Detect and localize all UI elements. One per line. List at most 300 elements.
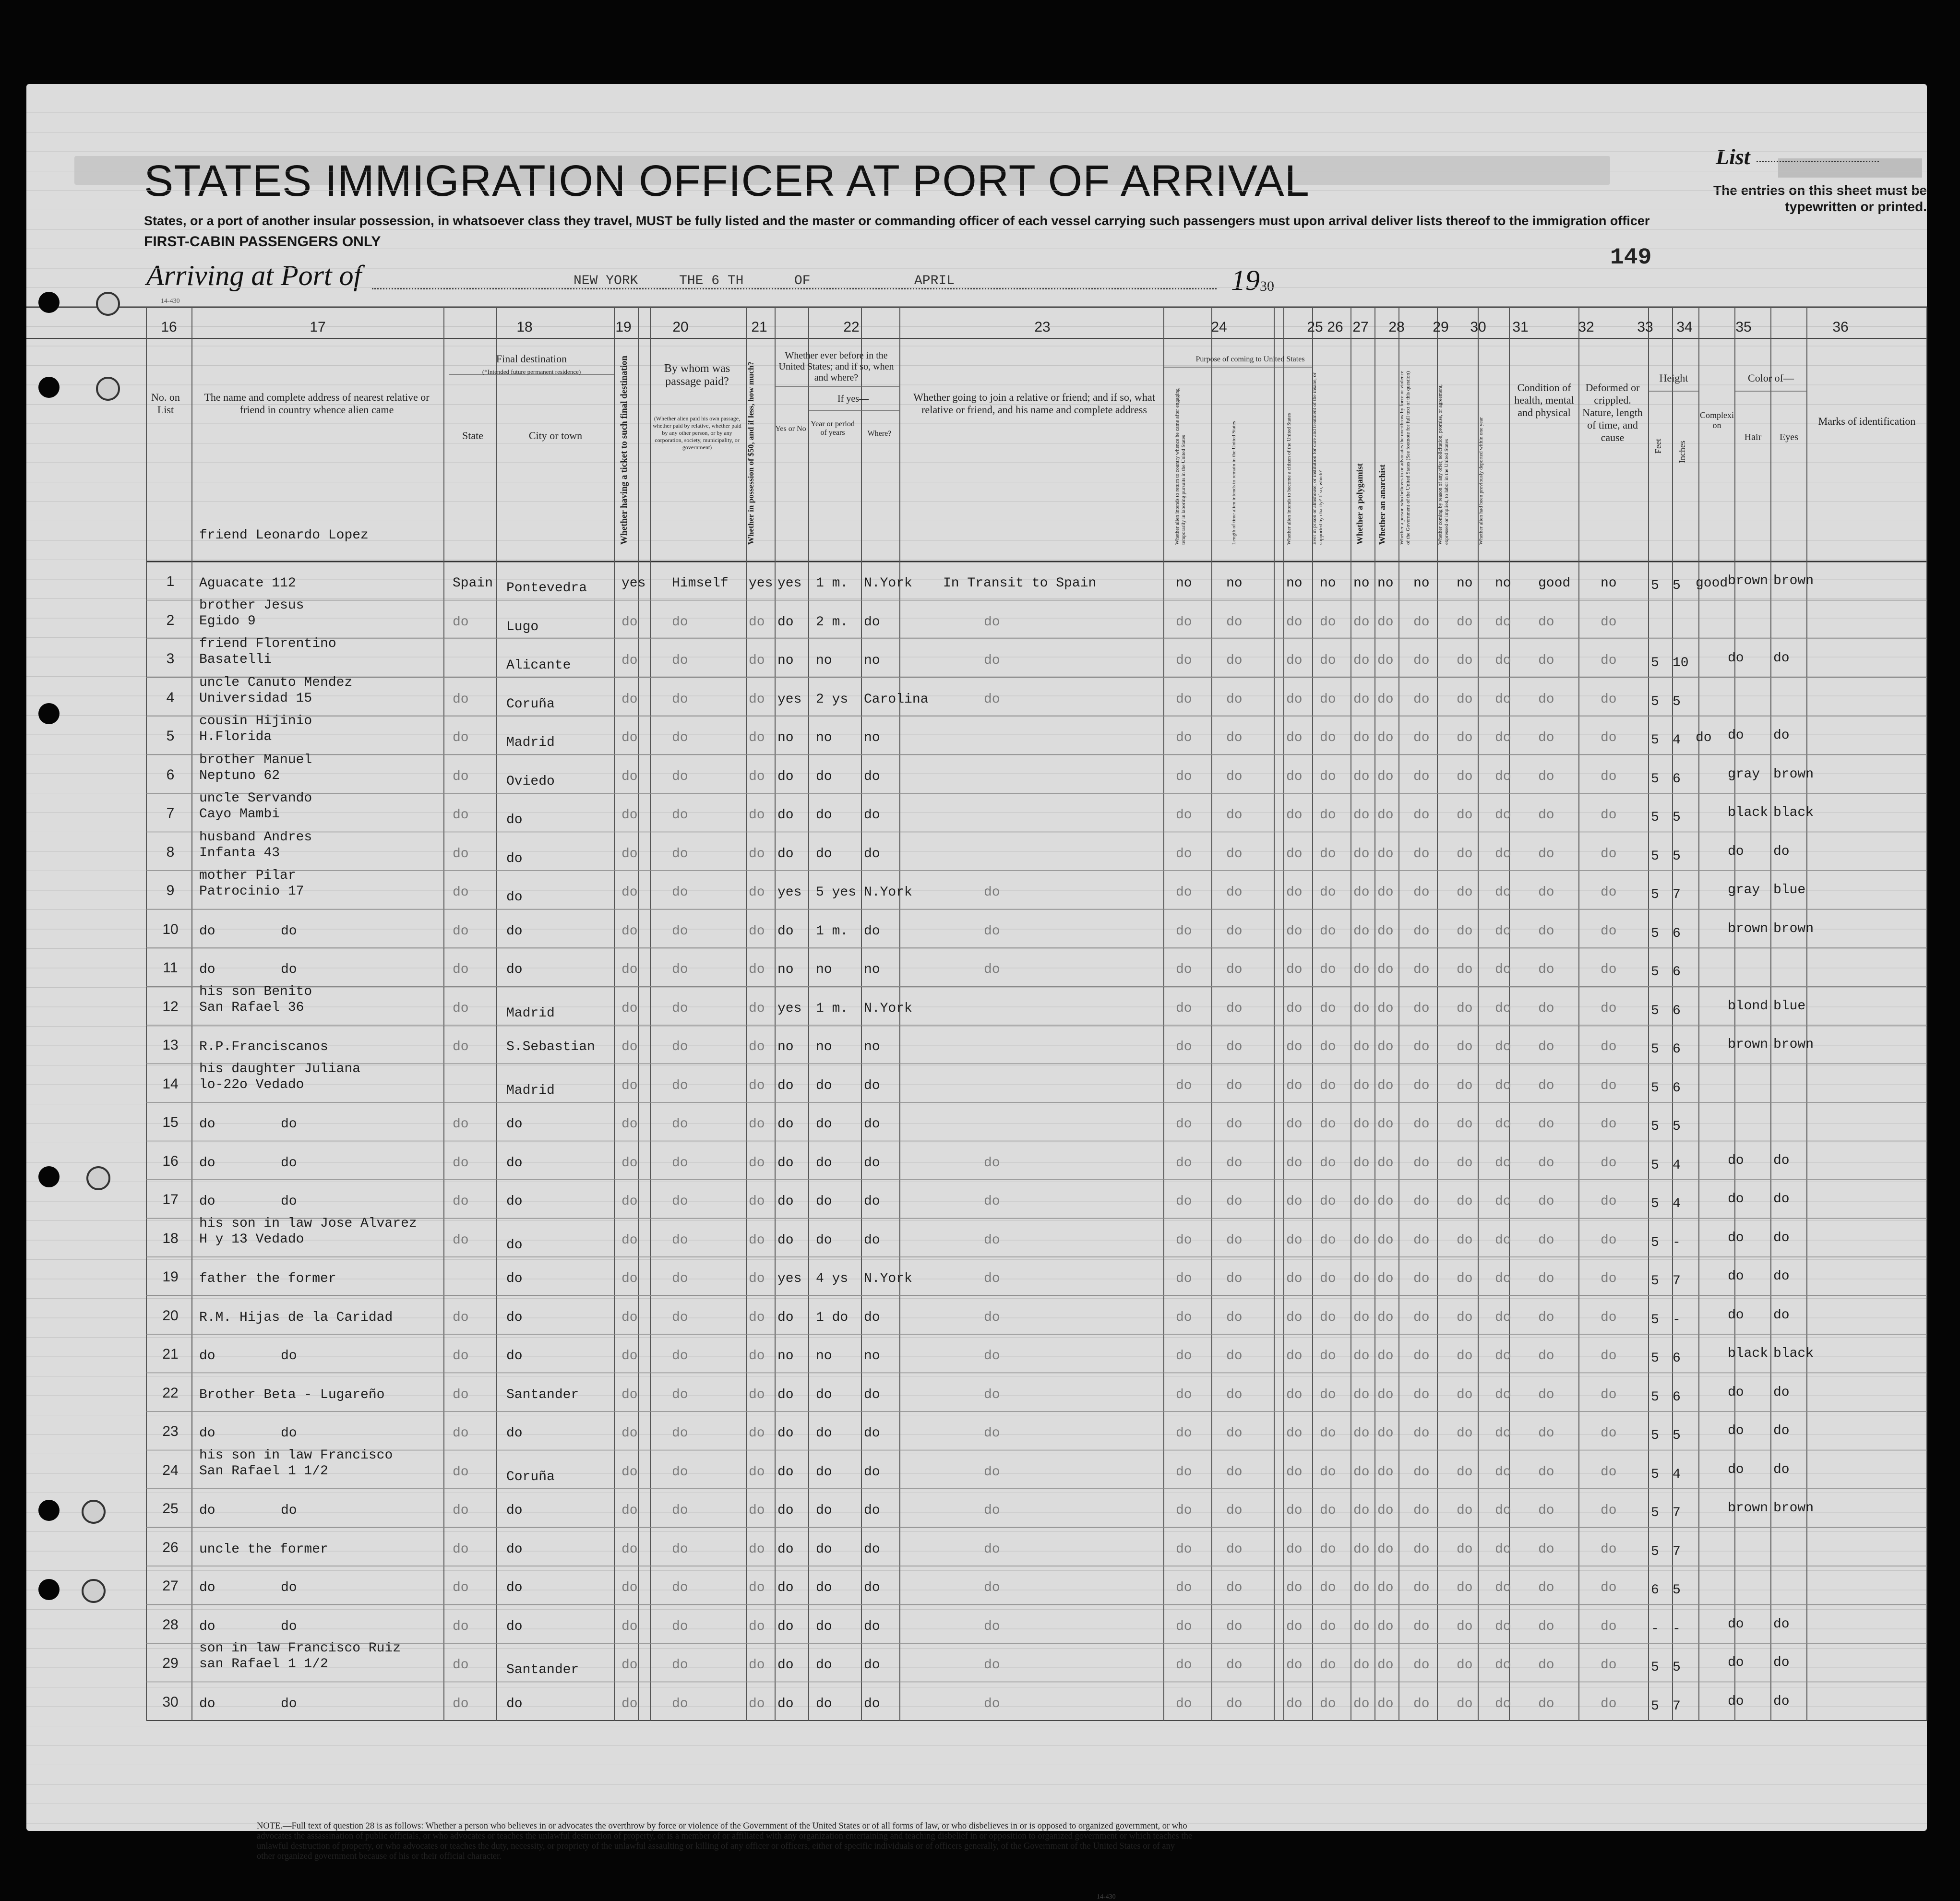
q29-cell: do [1457, 962, 1473, 977]
q30-cell: do [1495, 1194, 1511, 1209]
row-number: 24 [162, 1462, 179, 1478]
purpose-return-cell: do [1176, 1117, 1192, 1132]
eyes-cell: black [1773, 805, 1814, 820]
before-us-cell: do [777, 1078, 794, 1093]
binder-hole [38, 377, 60, 398]
prison-cell: no [1320, 576, 1336, 591]
where-cell: do [864, 846, 880, 861]
hair-cell: brown [1728, 1501, 1769, 1516]
purpose-length-cell: no [1226, 576, 1243, 591]
health-cell: do [1538, 808, 1554, 823]
ticket-cell: do [621, 1464, 638, 1480]
year-prefix: 19 [1231, 264, 1260, 296]
q29-cell: no [1457, 576, 1473, 591]
period-cell: 1 m. [816, 1001, 849, 1016]
binder-ring [96, 292, 120, 316]
relative-name: do [199, 962, 215, 977]
relative-ditto: do [281, 1155, 297, 1171]
relative-name: cousin Hijinio [199, 714, 312, 729]
anarchist-cell: do [1377, 653, 1394, 668]
relative-address: Basatelli [199, 652, 272, 667]
row-number: 5 [166, 728, 175, 744]
q30-cell: no [1495, 576, 1511, 591]
relative-ditto: do [281, 1580, 297, 1595]
hair-cell: do [1728, 728, 1744, 743]
anarchist-cell: do [1377, 692, 1394, 707]
paid-cell: do [672, 1155, 688, 1171]
header-marks: Marks of identification [1818, 415, 1916, 427]
paid-cell: do [672, 1001, 688, 1016]
row-number: 3 [166, 651, 175, 667]
where-cell: do [864, 808, 880, 823]
city-cell: Alicante [506, 658, 571, 673]
city-cell: Madrid [506, 1083, 555, 1098]
state-cell: do [453, 1658, 469, 1673]
state-cell: do [453, 1503, 469, 1518]
q30-cell: do [1495, 923, 1511, 939]
where-cell: do [864, 1078, 880, 1093]
relative-address: Neptuno 62 [199, 768, 280, 783]
hair-cell: do [1728, 1655, 1744, 1670]
deformed-cell: do [1601, 1117, 1617, 1132]
row-number: 28 [162, 1616, 179, 1633]
purpose-return-cell: do [1176, 1040, 1192, 1054]
feet-cell: 5 [1651, 694, 1659, 709]
row-number: 18 [162, 1230, 179, 1246]
before-us-cell: do [777, 614, 794, 630]
column-number: 36 [1832, 319, 1849, 335]
state-cell: do [453, 1580, 469, 1595]
relative-name: do [199, 1619, 215, 1634]
deformed-cell: do [1601, 923, 1617, 939]
period-cell: do [816, 769, 832, 784]
health-cell: do [1538, 1117, 1554, 1132]
inches-cell: 5 [1673, 849, 1681, 864]
health-cell: do [1538, 1040, 1554, 1054]
column-number: 25 [1307, 319, 1323, 335]
q29-cell: do [1457, 885, 1473, 900]
arrival-day: THE 6 TH [679, 274, 744, 288]
ticket-cell: do [621, 1542, 638, 1557]
polygamist-cell: do [1353, 962, 1370, 977]
paid-cell: do [672, 1040, 688, 1054]
joining-cell: do [984, 1580, 1000, 1595]
prison-cell: do [1320, 1464, 1336, 1480]
hair-cell: blond [1728, 998, 1769, 1014]
fifty-cell: do [749, 653, 765, 668]
city-cell: Madrid [506, 735, 555, 750]
prison-cell: do [1320, 1503, 1336, 1518]
hair-cell: do [1728, 1192, 1744, 1207]
q29-cell: do [1457, 1310, 1473, 1325]
header-fifty-dollars: Whether in possession of $50, and if less, how much? [746, 361, 755, 545]
feet-cell: 5 [1651, 1506, 1659, 1520]
relative-name: R.M. Hijas de la Caridad [199, 1310, 393, 1325]
row-number: 30 [162, 1694, 179, 1710]
purpose-citizen-cell: do [1286, 1580, 1303, 1595]
hair-cell: do [1728, 1153, 1744, 1168]
relative-name: do [199, 1426, 215, 1441]
inches-cell: 4 [1673, 1467, 1681, 1482]
paid-cell: do [672, 692, 688, 707]
purpose-return-cell: do [1176, 730, 1192, 745]
purpose-return-cell: do [1176, 962, 1192, 977]
row-number: 8 [166, 844, 175, 860]
period-cell: do [816, 808, 832, 823]
fifty-cell: do [749, 1542, 765, 1557]
q30-cell: do [1495, 692, 1511, 707]
paid-cell: do [672, 614, 688, 630]
anarchist-cell: do [1377, 1310, 1394, 1325]
eyes-cell: do [1773, 1307, 1790, 1323]
paid-cell: Himself [672, 576, 729, 591]
polygamist-cell: do [1353, 808, 1370, 823]
year-suffix: 30 [1260, 278, 1274, 294]
purpose-length-cell: do [1226, 1542, 1243, 1557]
city-cell: do [506, 923, 523, 939]
inches-cell: 6 [1673, 1389, 1681, 1405]
anarchist-cell: do [1377, 1349, 1394, 1363]
inches-cell: 7 [1673, 1698, 1681, 1714]
where-cell: do [864, 1658, 880, 1673]
deformed-cell: do [1601, 769, 1617, 784]
q29-cell: do [1457, 846, 1473, 861]
header-health: Condition of health, mental and physical [1514, 382, 1574, 418]
header-instruction: States, or a port of another insular possession, in whatsoever class they travel, MUST be fully listed and the master or commanding officer of each vessel carrying such passengers must upon arrival deliver lists thereof to the immigration officer [144, 214, 1650, 228]
header-purpose-b: Length of time alien intends to remain in the United States [1231, 421, 1237, 545]
deformed-cell: do [1601, 1619, 1617, 1634]
q29-cell: do [1457, 1001, 1473, 1016]
prison-cell: do [1320, 730, 1336, 745]
joining-cell: do [984, 1464, 1000, 1480]
q29-cell: do [1457, 769, 1473, 784]
inches-cell: 5 [1673, 578, 1681, 593]
purpose-return-cell: do [1176, 808, 1192, 823]
purpose-length-cell: do [1226, 808, 1243, 823]
purpose-length-cell: do [1226, 1580, 1243, 1595]
page-title: STATES IMMIGRATION OFFICER AT PORT OF ARRIVAL [144, 156, 1310, 205]
before-us-cell: no [777, 962, 794, 977]
paid-cell: do [672, 1078, 688, 1093]
prison-cell: do [1320, 692, 1336, 707]
where-cell: do [864, 1387, 880, 1402]
purpose-return-cell: do [1176, 1503, 1192, 1518]
where-cell: do [864, 1117, 880, 1132]
paid-cell: do [672, 1387, 688, 1402]
city-cell: Madrid [506, 1005, 555, 1021]
state-cell: do [453, 846, 469, 861]
ticket-cell: do [621, 1078, 638, 1093]
period-cell: 1 m. [816, 923, 849, 939]
ticket-cell: do [621, 692, 638, 707]
header-period: Year or period of years [811, 420, 855, 437]
ticket-cell: do [621, 1310, 638, 1325]
hair-cell: gray [1728, 766, 1760, 782]
prison-cell: do [1320, 1426, 1336, 1441]
prison-cell: do [1320, 1271, 1336, 1286]
feet-cell: 5 [1651, 656, 1659, 670]
health-cell: do [1538, 1658, 1554, 1673]
purpose-length-cell: do [1226, 1696, 1243, 1711]
joining-cell: do [984, 653, 1000, 668]
q30-cell: do [1495, 1271, 1511, 1286]
anarchist-cell: do [1377, 923, 1394, 939]
health-cell: do [1538, 1349, 1554, 1363]
deformed-cell: do [1601, 1001, 1617, 1016]
row-number: 29 [162, 1655, 179, 1671]
deformed-cell: do [1601, 653, 1617, 668]
deformed-cell: do [1601, 1696, 1617, 1711]
period-cell: no [816, 1040, 832, 1054]
q29-cell: do [1457, 614, 1473, 630]
header-purpose-a: Whether alien intends to return to country whence he came after engaging temporarily in laboring pursuits in the United States [1174, 388, 1186, 545]
port-name: NEW YORK [574, 274, 638, 288]
relative-address: Universidad 15 [199, 691, 312, 706]
header-q28: Whether a person who believes in or advocates the overthrow by force or violence of the Government of the United States (See footnote for full text of this question) [1399, 371, 1411, 545]
feet-cell: - [1651, 1621, 1659, 1637]
purpose-citizen-cell: do [1286, 730, 1303, 745]
eyes-cell: do [1773, 651, 1790, 666]
health-cell: do [1538, 1271, 1554, 1286]
period-cell: 5 yes [816, 885, 857, 900]
where-cell: do [864, 1310, 880, 1325]
feet-cell: 5 [1651, 1235, 1659, 1250]
city-cell: do [506, 1503, 523, 1518]
purpose-length-cell: do [1226, 1040, 1243, 1054]
deformed-cell: do [1601, 1194, 1617, 1209]
purpose-return-cell: do [1176, 769, 1192, 784]
city-cell: Coruña [506, 696, 555, 712]
row-number: 10 [162, 921, 179, 937]
purpose-return-cell: do [1176, 846, 1192, 861]
header-purpose: Purpose of coming to United States [1195, 355, 1305, 363]
ticket-cell: do [621, 1387, 638, 1402]
purpose-length-cell: do [1226, 1619, 1243, 1634]
relative-ditto: do [281, 962, 297, 977]
period-cell: 1 do [816, 1310, 849, 1325]
ticket-cell: do [621, 1619, 638, 1634]
polygamist-cell: no [1353, 576, 1370, 591]
deformed-cell: do [1601, 962, 1617, 977]
eyes-cell: do [1773, 1694, 1790, 1709]
row-number: 14 [162, 1076, 179, 1092]
q28-cell: do [1413, 1001, 1430, 1016]
eyes-cell: do [1773, 1269, 1790, 1284]
period-cell: 1 m. [816, 576, 849, 591]
purpose-length-cell: do [1226, 1426, 1243, 1441]
purpose-citizen-cell: do [1286, 1387, 1303, 1402]
before-us-cell: do [777, 1580, 794, 1595]
relative-name: do [199, 1696, 215, 1711]
header-q29: Whether coming by reason of any offer, solicitation, promise, or agreement, expressed or implied, to labor in the United States [1437, 384, 1449, 545]
state-cell: do [453, 1542, 469, 1557]
relative-name: mother Pilar [199, 868, 296, 883]
inches-cell: 6 [1673, 771, 1681, 787]
paid-cell: do [672, 846, 688, 861]
fifty-cell: do [749, 1078, 765, 1093]
feet-cell: 5 [1651, 1119, 1659, 1134]
binder-hole [38, 703, 60, 724]
city-cell: do [506, 813, 523, 827]
city-cell: do [506, 962, 523, 977]
paid-cell: do [672, 769, 688, 784]
period-cell: no [816, 1349, 832, 1363]
city-cell: S.Sebastian [506, 1040, 595, 1054]
ticket-cell: do [621, 1194, 638, 1209]
city-cell: Santander [506, 1387, 579, 1402]
deformed-cell: do [1601, 1542, 1617, 1557]
where-cell: do [864, 1426, 880, 1441]
period-cell: do [816, 1155, 832, 1171]
city-cell: do [506, 1155, 523, 1171]
state-cell: do [453, 1464, 469, 1480]
health-cell: do [1538, 1619, 1554, 1634]
eyes-cell: do [1773, 1385, 1790, 1400]
fifty-cell: do [749, 962, 765, 977]
city-cell: do [506, 1426, 523, 1441]
deformed-cell: do [1601, 808, 1617, 823]
period-cell: do [816, 1117, 832, 1132]
prison-cell: do [1320, 1155, 1336, 1171]
purpose-length-cell: do [1226, 1349, 1243, 1363]
before-us-cell: do [777, 1619, 794, 1634]
polygamist-cell: do [1353, 846, 1370, 861]
feet-cell: 5 [1651, 1660, 1659, 1675]
polygamist-cell: do [1353, 769, 1370, 784]
eyes-cell: blue [1773, 998, 1806, 1014]
q29-cell: do [1457, 1232, 1473, 1248]
fifty-cell: do [749, 769, 765, 784]
q29-cell: do [1457, 1464, 1473, 1480]
purpose-citizen-cell: do [1286, 1310, 1303, 1325]
polygamist-cell: do [1353, 653, 1370, 668]
q28-cell: do [1413, 1580, 1430, 1595]
health-cell: do [1538, 1503, 1554, 1518]
inches-cell: 6 [1673, 1351, 1681, 1366]
purpose-return-cell: do [1176, 692, 1192, 707]
column-number: 32 [1578, 319, 1594, 335]
header-if-yes: If yes— [837, 394, 869, 404]
q30-cell: do [1495, 1117, 1511, 1132]
purpose-return-cell: do [1176, 923, 1192, 939]
before-us-cell: no [777, 730, 794, 745]
inches-cell: 5 [1673, 1583, 1681, 1598]
where-cell: no [864, 730, 880, 745]
hair-cell: do [1728, 1616, 1744, 1632]
q30-cell: do [1495, 1426, 1511, 1441]
purpose-citizen-cell: no [1286, 576, 1303, 591]
purpose-return-cell: do [1176, 1232, 1192, 1248]
feet-cell: 5 [1651, 771, 1659, 787]
column-number: 30 [1470, 319, 1486, 335]
purpose-return-cell: do [1176, 1155, 1192, 1171]
city-cell: do [506, 1696, 523, 1711]
health-cell: do [1538, 962, 1554, 977]
health-cell: do [1538, 846, 1554, 861]
q28-cell: do [1413, 653, 1430, 668]
q30-cell: do [1495, 1503, 1511, 1518]
q30-cell: do [1495, 1542, 1511, 1557]
complexion-cell: good [1696, 576, 1728, 591]
health-cell: good [1538, 576, 1571, 591]
relative-name: his son in law Jose Alvarez [199, 1216, 417, 1231]
before-us-cell: do [777, 808, 794, 823]
feet-cell: 5 [1651, 1274, 1659, 1289]
q30-cell: do [1495, 1310, 1511, 1325]
q28-cell: do [1413, 730, 1430, 745]
joining-cell: do [984, 692, 1000, 707]
ticket-cell: do [621, 846, 638, 861]
purpose-return-cell: do [1176, 1349, 1192, 1363]
polygamist-cell: do [1353, 1117, 1370, 1132]
fifty-cell: do [749, 730, 765, 745]
feet-cell: 5 [1651, 849, 1659, 864]
city-cell: do [506, 851, 523, 866]
period-cell: do [816, 1658, 832, 1673]
health-cell: do [1538, 1580, 1554, 1595]
prison-cell: do [1320, 885, 1336, 900]
joining-cell: do [984, 614, 1000, 630]
eyes-cell: do [1773, 728, 1790, 743]
q30-cell: do [1495, 1696, 1511, 1711]
health-cell: do [1538, 1542, 1554, 1557]
q29-cell: do [1457, 1619, 1473, 1634]
period-cell: do [816, 1232, 832, 1248]
feet-cell: 5 [1651, 733, 1659, 748]
purpose-return-cell: do [1176, 1194, 1192, 1209]
purpose-citizen-cell: do [1286, 962, 1303, 977]
ticket-cell: do [621, 653, 638, 668]
state-cell: do [453, 1001, 469, 1016]
q29-cell: do [1457, 730, 1473, 745]
header-state: State [462, 430, 483, 442]
health-cell: do [1538, 730, 1554, 745]
relative-name: do [199, 923, 215, 939]
purpose-return-cell: do [1176, 1580, 1192, 1595]
q28-cell: do [1413, 1619, 1430, 1634]
fifty-cell: yes [749, 576, 773, 591]
where-cell: N.York [864, 1271, 912, 1286]
hair-cell: do [1728, 1694, 1744, 1709]
hair-cell: black [1728, 1346, 1769, 1361]
q29-cell: do [1457, 692, 1473, 707]
purpose-citizen-cell: do [1286, 1696, 1303, 1711]
city-cell: do [506, 1619, 523, 1634]
q30-cell: do [1495, 1232, 1511, 1248]
joining-cell: do [984, 962, 1000, 977]
joining-cell: do [984, 1155, 1000, 1171]
period-cell: do [816, 1387, 832, 1402]
where-cell: no [864, 1040, 880, 1054]
purpose-return-cell: do [1176, 1310, 1192, 1325]
hair-cell: do [1728, 1462, 1744, 1477]
complexion-cell: do [1696, 730, 1712, 745]
before-us-cell: yes [777, 692, 802, 707]
q28-cell: no [1413, 576, 1430, 591]
relative-address: San Rafael 1 1/2 [199, 1463, 328, 1479]
state-cell: do [453, 1387, 469, 1402]
column-number: 22 [843, 319, 860, 335]
joining-cell: do [984, 923, 1000, 939]
relative-address: Egido 9 [199, 613, 256, 629]
inches-cell: 7 [1673, 1544, 1681, 1559]
feet-cell: 5 [1651, 810, 1659, 825]
q28-cell: do [1413, 1040, 1430, 1054]
before-us-cell: yes [777, 885, 802, 900]
inches-cell: 6 [1673, 1003, 1681, 1018]
column-number: 35 [1735, 319, 1752, 335]
q30-cell: do [1495, 1040, 1511, 1054]
